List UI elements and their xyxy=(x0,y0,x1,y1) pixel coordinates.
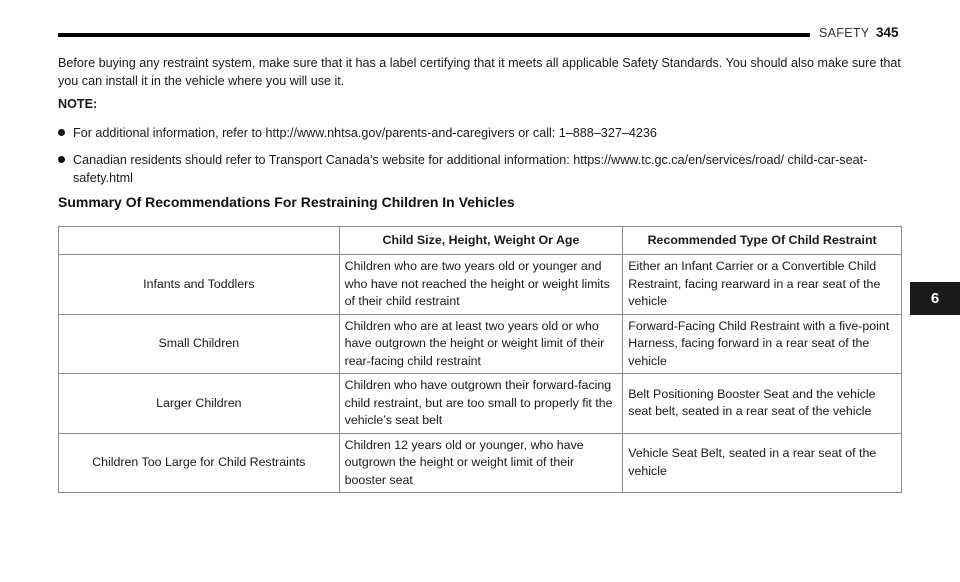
cell-restraint: Belt Positioning Booster Seat and the vehicle seat belt, seated in a rear seat of the vehicle xyxy=(623,374,902,434)
bullet-text: For additional information, refer to http://www.nhtsa.gov/parents-and-caregivers or call: 1–888–327–4236 xyxy=(73,126,657,140)
cell-size: Children who are two years old or younger and who have not reached the height or weight limits of their child restraint xyxy=(339,255,623,315)
bullet-item xyxy=(58,124,908,142)
cell-group: Larger Children xyxy=(59,374,340,434)
cell-restraint: Forward-Facing Child Restraint with a five-point Harness, facing forward in a rear seat of the vehicle xyxy=(623,314,902,374)
recommendations-table xyxy=(58,226,902,493)
table-row xyxy=(59,255,902,315)
cell-size: Children who are at least two years old or who have outgrown the height or weight limit of their rear-facing child restraint xyxy=(339,314,623,374)
intro-paragraph: Before buying any restraint system, make sure that it has a label certifying that it meets all applicable Safety Standards. You should also make sure that you can install it in the vehicle where you will use it. xyxy=(58,56,901,88)
header-cell-size: Child Size, Height, Weight Or Age xyxy=(339,227,623,255)
page-number: 345 xyxy=(876,25,899,40)
table-row xyxy=(59,374,902,434)
header-rule xyxy=(58,33,810,37)
cell-group: Infants and Toddlers xyxy=(59,255,340,315)
bullet-dot-icon xyxy=(58,129,65,136)
header-cell-restraint: Recommended Type Of Child Restraint xyxy=(623,227,902,255)
cell-size: Children who have outgrown their forward-facing child restraint, but are too small to properly fit the vehicle’s seat belt xyxy=(339,374,623,434)
header-cell-group xyxy=(59,227,340,255)
table-header-row xyxy=(59,227,902,255)
bullet-dot-icon xyxy=(58,156,65,163)
bullet-item xyxy=(58,151,908,187)
section-title: SAFETY xyxy=(819,26,870,40)
table-row xyxy=(59,433,902,493)
cell-restraint: Either an Infant Carrier or a Convertible Child Restraint, facing rearward in a rear seat of the vehicle xyxy=(623,255,902,315)
cell-group: Children Too Large for Child Restraints xyxy=(59,433,340,493)
bullet-text: Canadian residents should refer to Transport Canada’s website for additional information: https://www.tc.gc.ca/en/services/road/ child-car-seat-safety.html xyxy=(73,153,868,185)
cell-size: Children 12 years old or younger, who have outgrown the height or weight limit of their booster seat xyxy=(339,433,623,493)
cell-restraint: Vehicle Seat Belt, seated in a rear seat of the vehicle xyxy=(623,433,902,493)
table-row xyxy=(59,314,902,374)
cell-group: Small Children xyxy=(59,314,340,374)
note-label: NOTE: xyxy=(58,97,98,111)
chapter-tab: 6 xyxy=(910,282,960,315)
summary-heading: Summary Of Recommendations For Restraining Children In Vehicles xyxy=(58,194,515,210)
